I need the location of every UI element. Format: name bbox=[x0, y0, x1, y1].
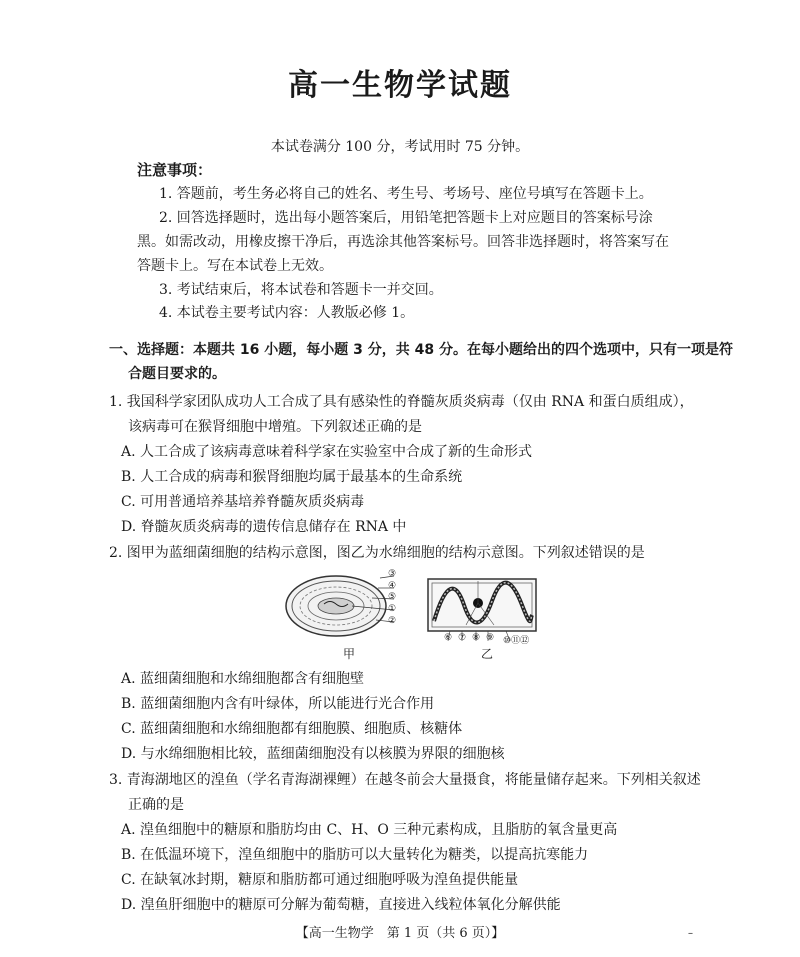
figure-a-marker-2: ② bbox=[388, 616, 397, 626]
figure-a-marker-4: ④ bbox=[388, 581, 397, 591]
question-2-option-a: A. 蓝细菌细胞和水绵细胞都含有细胞壁 bbox=[121, 671, 365, 687]
question-2-stem-line-1: 2. 图甲为蓝细菌细胞的结构示意图，图乙为水绵细胞的结构示意图。下列叙述错误的是 bbox=[109, 545, 645, 561]
section-heading-line-1: 一、选择题：本题共 16 小题，每小题 3 分，共 48 分。在每小题给出的四个选项中，只有一项是符 bbox=[109, 342, 733, 358]
page-title: 高一生物学试题 bbox=[288, 68, 512, 103]
question-1-option-b: B. 人工合成的病毒和猴肾细胞均属于最基本的生命系统 bbox=[121, 469, 463, 485]
question-3-stem-line-2: 正确的是 bbox=[128, 797, 184, 813]
question-2-option-b: B. 蓝细菌细胞内含有叶绿体，所以能进行光合作用 bbox=[121, 696, 435, 712]
question-1-option-d: D. 脊髓灰质炎病毒的遗传信息储存在 RNA 中 bbox=[121, 519, 407, 535]
notice-item-3: 3. 考试结束后，将本试卷和答题卡一并交回。 bbox=[159, 282, 443, 298]
question-1-stem-line-1: 1. 我国科学家团队成功人工合成了具有感染性的脊髓灰质炎病毒（仅由 RNA 和蛋白质组成）， bbox=[109, 394, 694, 410]
question-1-option-a: A. 人工合成了该病毒意味着科学家在实验室中合成了新的生命形式 bbox=[121, 444, 533, 460]
figure-b-marker-9: ⑨ bbox=[486, 633, 495, 643]
figure-b-marker-6: ⑥ bbox=[444, 633, 453, 643]
page-footer: 【高一生物学 第 1 页（共 6 页）】 bbox=[295, 926, 505, 941]
question-3-option-b: B. 在低温环境下，湟鱼细胞中的脂肪可以大量转化为糖类，以提高抗寒能力 bbox=[121, 847, 589, 863]
figure-a-marker-3: ③ bbox=[388, 569, 397, 579]
question-3-stem-line-1: 3. 青海湖地区的湟鱼（学名青海湖裸鲤）在越冬前会大量摄食，将能量储存起来。下列相关叙述 bbox=[109, 772, 701, 788]
figure-b-marker-7: ⑦ bbox=[458, 633, 467, 643]
question-1-option-c: C. 可用普通培养基培养脊髓灰质炎病毒 bbox=[121, 494, 365, 510]
section-heading-line-2: 合题目要求的。 bbox=[128, 366, 226, 382]
figure-b-marker-10-12: ⑩⑪⑫ bbox=[503, 636, 530, 646]
question-3-option-c: C. 在缺氧冰封期，糖原和脂肪都可通过细胞呼吸为湟鱼提供能量 bbox=[121, 872, 519, 888]
exam-info: 本试卷满分 100 分，考试用时 75 分钟。 bbox=[270, 139, 530, 155]
figure-b-marker-8: ⑧ bbox=[472, 633, 481, 643]
question-2-option-d: D. 与水绵细胞相比较，蓝细菌细胞没有以核膜为界限的细胞核 bbox=[121, 746, 505, 762]
notice-item-2-line-3: 答题卡上。写在本试卷上无效。 bbox=[137, 258, 333, 274]
question-1-stem-line-2: 该病毒可在猴肾细胞中增殖。下列叙述正确的是 bbox=[128, 419, 422, 435]
figure-a-marker-1: ① bbox=[388, 604, 397, 614]
notice-item-4: 4. 本试卷主要考试内容：人教版必修 1。 bbox=[159, 305, 415, 321]
corner-mark: – bbox=[688, 928, 693, 939]
question-3-option-a: A. 湟鱼细胞中的糖原和脂肪均由 C、H、O 三种元素构成，且脂肪的氧含量更高 bbox=[121, 822, 618, 838]
notice-heading: 注意事项： bbox=[137, 161, 213, 179]
notice-item-2-line-1: 2. 回答选择题时，选出每小题答案后，用铅笔把答题卡上对应题目的答案标号涂 bbox=[159, 210, 653, 226]
notice-item-2-line-2: 黑。如需改动，用橡皮擦干净后，再选涂其他答案标号。回答非选择题时，将答案写在 bbox=[137, 234, 669, 250]
figure-b-label: 乙 bbox=[481, 647, 494, 661]
figure-a-marker-5: ⑤ bbox=[388, 592, 397, 602]
question-2-option-c: C. 蓝细菌细胞和水绵细胞都有细胞膜、细胞质、核糖体 bbox=[121, 721, 463, 737]
question-3-option-d: D. 湟鱼肝细胞中的糖原可分解为葡萄糖，直接进入线粒体氧化分解供能 bbox=[121, 897, 561, 913]
notice-item-1: 1. 答题前，考生务必将自己的姓名、考生号、考场号、座位号填写在答题卡上。 bbox=[159, 186, 653, 202]
figure-a-label: 甲 bbox=[343, 647, 356, 661]
